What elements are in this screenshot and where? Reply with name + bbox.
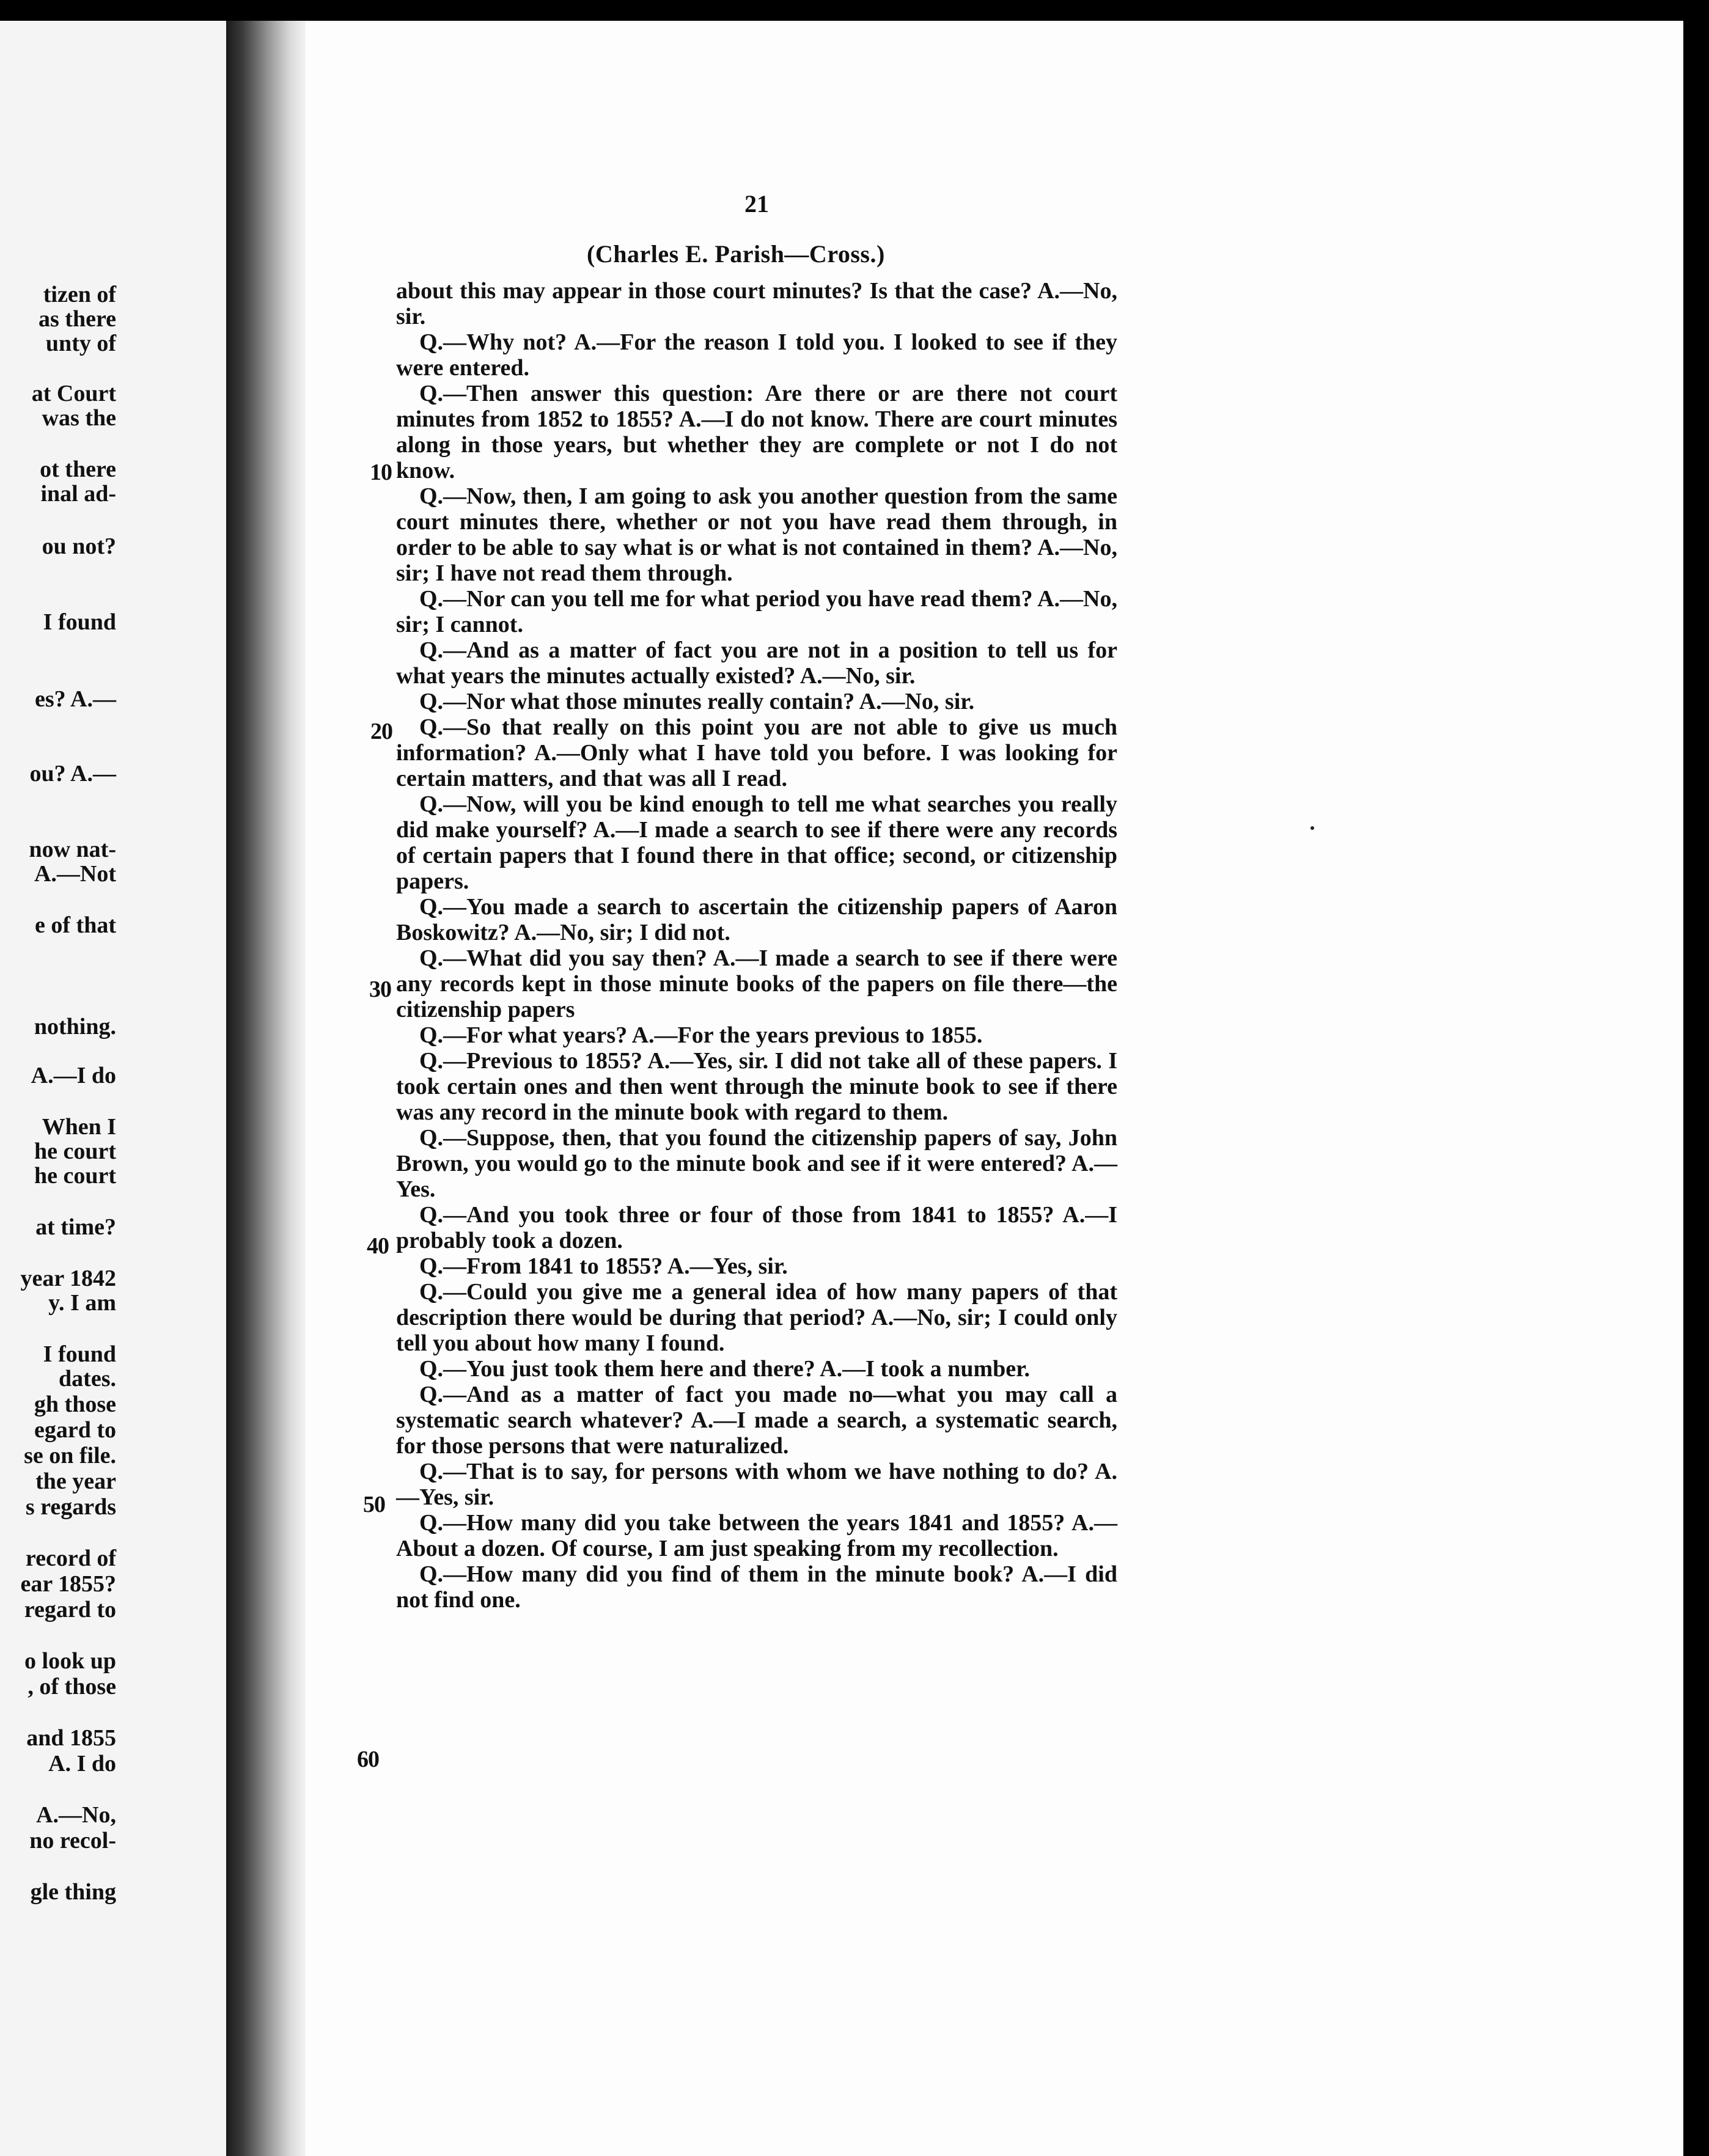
left-page-text: , of those	[28, 1674, 116, 1700]
testimony-paragraph: Q.—Nor what those minutes really contain? A.—No, sir.	[419, 689, 975, 714]
body-text-column	[396, 278, 1117, 1613]
left-page-text: tizen of	[43, 282, 116, 307]
left-page-text: was the	[42, 405, 116, 431]
left-page-text: e of that	[35, 912, 116, 938]
left-page-text: dates.	[59, 1366, 116, 1392]
scan-border-top	[0, 0, 1709, 21]
left-page-text: at Court	[31, 381, 116, 406]
left-page-text: gh those	[34, 1392, 116, 1417]
testimony-paragraph: Q.—From 1841 to 1855? A.—Yes, sir.	[419, 1253, 788, 1279]
left-page-text: A.—I do	[31, 1063, 116, 1088]
left-page-text: A.—No,	[36, 1802, 116, 1828]
line-number-marker: 20	[370, 719, 392, 744]
left-page-text: ot there	[40, 457, 116, 482]
left-page-text: y. I am	[48, 1290, 116, 1316]
testimony-paragraph: Q.—That is to say, for persons with whom we have nothing to do? A.—Yes, sir.	[396, 1459, 1117, 1510]
left-page-text: as there	[39, 306, 116, 332]
left-page-text: at time?	[35, 1214, 116, 1240]
left-page-text: regard to	[24, 1597, 116, 1623]
testimony-paragraph: Q.—Could you give me a general idea of how many papers of that description there would be during that period? A.—No, sir; I could only tell you about how many I found.	[396, 1279, 1117, 1356]
left-page-text: se on file.	[24, 1443, 116, 1469]
left-page-text: no recol-	[29, 1828, 116, 1854]
testimony-paragraph: Q.—And as a matter of fact you made no—what you may call a systematic search whatever? A.—I made a search, a systematic search, for those persons that were naturalized.	[396, 1382, 1117, 1459]
testimony-paragraph: Q.—You just took them here and there? A.—I took a number.	[419, 1356, 1030, 1382]
left-page-text: o look up	[24, 1648, 116, 1674]
testimony-paragraph: Q.—You made a search to ascertain the citizenship papers of Aaron Boskowitz? A.—No, sir; I did not.	[396, 894, 1117, 945]
left-page-text: ou? A.—	[29, 761, 116, 787]
left-page-text: When I	[42, 1114, 116, 1140]
left-page-text: and 1855	[26, 1725, 116, 1751]
left-page-text: he court	[34, 1163, 116, 1189]
left-page-fragment	[0, 21, 226, 2156]
left-page-text: now nat-	[29, 837, 116, 862]
line-number-marker: 50	[363, 1492, 385, 1517]
page-number: 21	[744, 190, 769, 218]
testimony-paragraph: Q.—So that really on this point you are not able to give us much information? A.—Only what I have told you before. I was looking for certain matters, and that was all I read.	[396, 714, 1117, 791]
left-page-text: gle thing	[30, 1879, 116, 1905]
scan-speck	[1310, 826, 1314, 830]
testimony-paragraph: Q.—Why not? A.—For the reason I told you. I looked to see if they were entered.	[396, 329, 1117, 381]
left-page-text: A. I do	[48, 1751, 116, 1777]
left-page-text: ear 1855?	[20, 1571, 116, 1597]
line-number-marker: 30	[369, 977, 391, 1002]
book-gutter-shadow	[226, 21, 306, 2156]
testimony-paragraph: Q.—Then answer this question: Are there or are there not court minutes from 1852 to 1855? A.—I do not know. There are court minutes along in those years, but whether they are complete or not I do not know.	[396, 381, 1117, 483]
testimony-paragraph: Q.—Previous to 1855? A.—Yes, sir. I did not take all of these papers. I took certain ones and then went through the minute book to see if there was any record in the minute book with regard to them.	[396, 1048, 1117, 1125]
left-page-text: unty of	[45, 331, 116, 356]
testimony-paragraph: Q.—For what years? A.—For the years previous to 1855.	[419, 1022, 983, 1048]
left-page-text: the year	[35, 1469, 116, 1494]
scan-border-right	[1683, 0, 1709, 2156]
testimony-paragraph: about this may appear in those court minutes? Is that the case? A.—No, sir.	[396, 278, 1117, 329]
running-header: (Charles E. Parish—Cross.)	[587, 240, 885, 268]
left-page-text: he court	[34, 1138, 116, 1164]
left-page-text: inal ad-	[40, 481, 116, 507]
testimony-paragraph: Q.—Nor can you tell me for what period you have read them? A.—No, sir; I cannot.	[396, 586, 1117, 637]
left-page-text: I found	[43, 609, 116, 635]
left-page-text: record of	[25, 1546, 116, 1571]
left-page-text: s regards	[25, 1494, 116, 1520]
testimony-paragraph: Q.—How many did you take between the years 1841 and 1855? A.—About a dozen. Of course, I am just speaking from my recollection.	[396, 1510, 1117, 1561]
line-number-marker: 10	[370, 460, 392, 485]
testimony-paragraph: Q.—And as a matter of fact you are not in a position to tell us for what years the minutes actually existed? A.—No, sir.	[396, 637, 1117, 689]
testimony-paragraph: Q.—Now, then, I am going to ask you another question from the same court minutes there, whether or not you have read them through, in order to be able to say what is or what is not contained in them? A.—No, sir; I have not read them through.	[396, 483, 1117, 586]
line-number-marker: 60	[357, 1747, 379, 1772]
testimony-paragraph: Q.—Suppose, then, that you found the citizenship papers of say, John Brown, you would go to the minute book and see if it were entered? A.—Yes.	[396, 1125, 1117, 1202]
line-number-marker: 40	[367, 1233, 389, 1259]
testimony-paragraph: Q.—What did you say then? A.—I made a search to see if there were any records kept in those minute books of the papers on file there—the citizenship papers	[396, 945, 1117, 1022]
left-page-text: A.—Not	[34, 861, 116, 887]
left-page-text: I found	[43, 1341, 116, 1367]
testimony-paragraph: Q.—How many did you find of them in the minute book? A.—I did not find one.	[396, 1561, 1117, 1613]
left-page-text: nothing.	[34, 1014, 116, 1040]
left-page-text: ou not?	[42, 534, 116, 559]
left-page-text: egard to	[34, 1417, 116, 1443]
left-page-text: year 1842	[20, 1266, 116, 1291]
testimony-paragraph: Q.—Now, will you be kind enough to tell me what searches you really did make yourself? A.—I made a search to see if there were any records of certain papers that I found there in that office; second, or citizenship papers.	[396, 791, 1117, 894]
testimony-paragraph: Q.—And you took three or four of those from 1841 to 1855? A.—I probably took a dozen.	[396, 1202, 1117, 1253]
left-page-text: es? A.—	[35, 686, 116, 712]
